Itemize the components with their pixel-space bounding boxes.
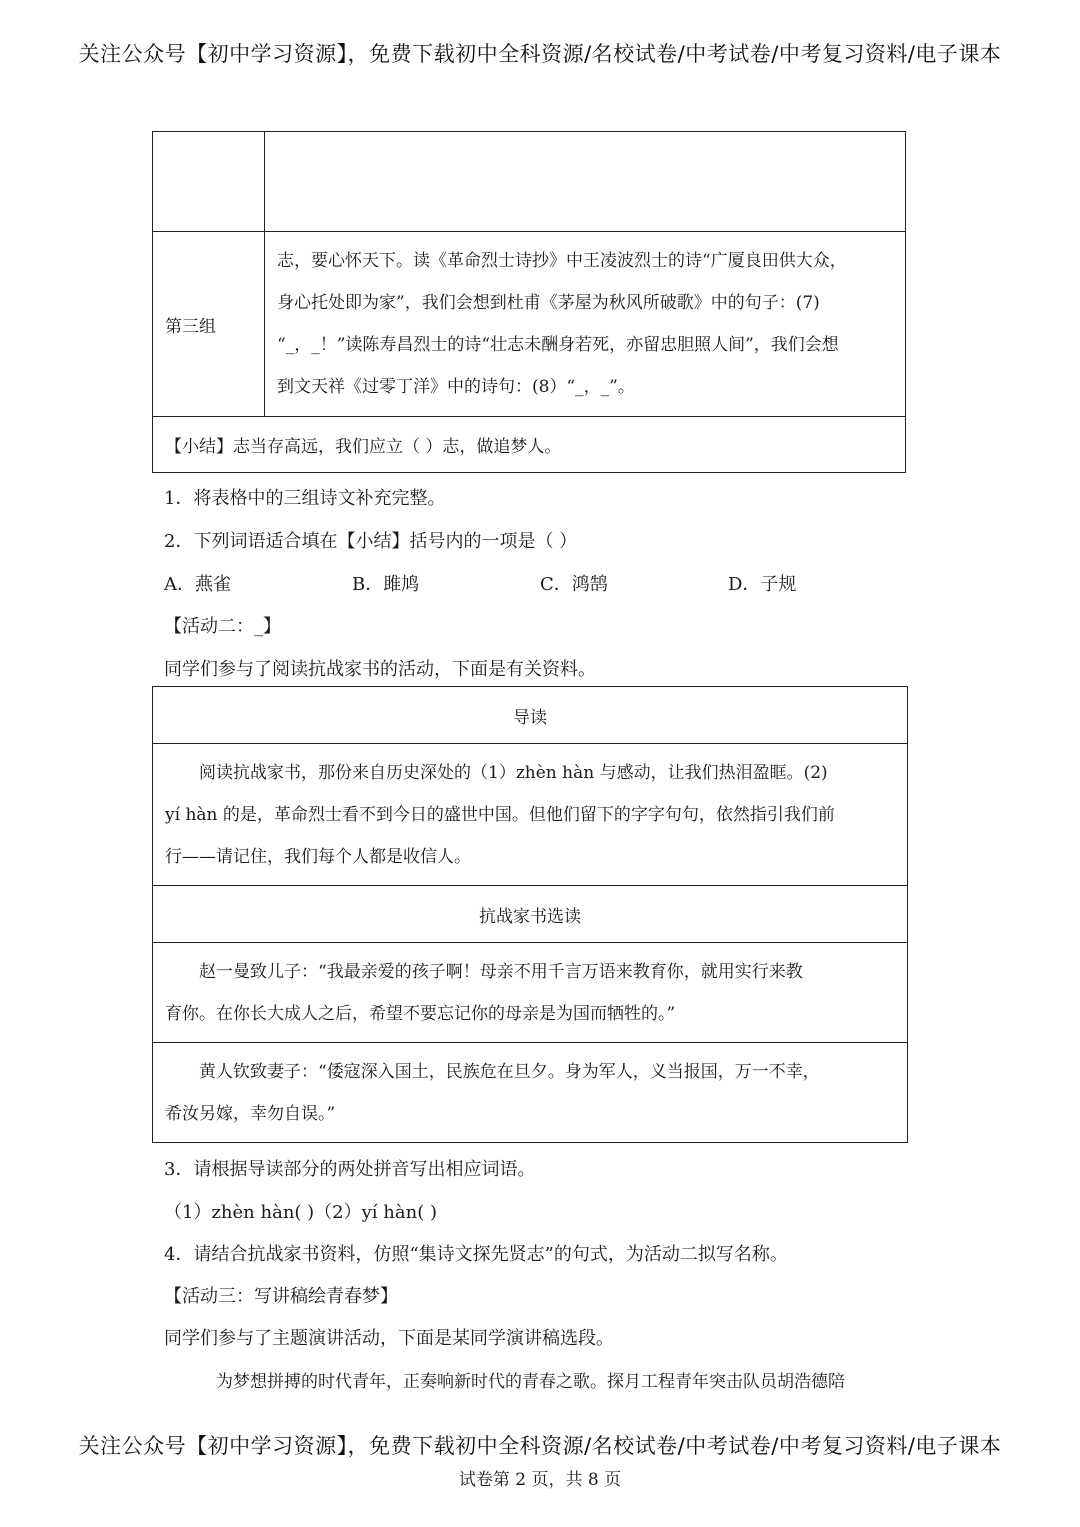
text-line: 志，要心怀天下。读《革命烈士诗抄》中王凌波烈士的诗“广厦良田供大众， [277, 251, 847, 271]
activity-two-heading: 【活动二：_】 [164, 616, 281, 637]
table-cell-empty-left [153, 132, 265, 232]
bottom-banner: 关注公众号【初中学习资源】，免费下载初中全科资源/名校试卷/中考试卷/中考复习资料/电子课本 [78, 1434, 1002, 1458]
table-cell-empty-right [265, 132, 906, 232]
text-line: 育你。在你长大成人之后，希望不要忘记你的母亲是为国而牺牲的。” [165, 1003, 676, 1024]
poem-table [152, 131, 906, 473]
letter-zhao-yiman [153, 943, 908, 1043]
letters-header: 抗战家书选读 [153, 886, 908, 943]
guide-header: 导读 [153, 687, 908, 744]
text-line: 身心托处即为家”，我们会想到杜甫《茅屋为秋风所破歌》中的句子：(7) [277, 293, 820, 313]
question-3: 3．请根据导读部分的两处拼音写出相应词语。 [164, 1159, 536, 1180]
group-label: 第三组 [153, 232, 265, 417]
guide-content [153, 744, 908, 886]
text-line: 到文天祥《过零丁洋》中的诗句：(8）“_，_”。 [277, 377, 635, 397]
page-number: 试卷第 2 页，共 8 页 [458, 1470, 622, 1490]
activity-three-intro: 同学们参与了主题演讲活动，下面是某同学演讲稿选段。 [164, 1328, 614, 1349]
option-c: C．鸿鹄 [540, 574, 608, 595]
text-line: 黄人钦致妻子：“倭寇深入国土，民族危在旦夕。身为军人，义当报国，万一不幸， [199, 1061, 820, 1082]
option-d: D．子规 [728, 574, 797, 595]
text-line: 希汝另嫁，幸勿自误。” [165, 1103, 336, 1124]
question-4: 4．请结合抗战家书资料，仿照“集诗文探先贤志”的句式，为活动二拟写名称。 [164, 1244, 788, 1265]
summary-cell: 【小结】志当存高远，我们应立（ ）志，做追梦人。 [153, 417, 906, 473]
top-banner: 关注公众号【初中学习资源】，免费下载初中全科资源/名校试卷/中考试卷/中考复习资料/电子课本 [78, 42, 1002, 66]
text-line: 赵一曼致儿子：“我最亲爱的孩子啊！母亲不用千言万语来教育你，就用实行来教 [199, 961, 803, 982]
activity-three-heading: 【活动三：写讲稿绘青春梦】 [164, 1286, 398, 1307]
text-line: yí hàn 的是，革命烈士看不到今日的盛世中国。但他们留下的字字句句，依然指引我们前 [165, 804, 835, 825]
group-three-content [265, 232, 906, 417]
question-1: 1．将表格中的三组诗文补充完整。 [164, 488, 446, 509]
text-line: “_，_！”读陈寿昌烈士的诗“壮志未酬身若死，亦留忠胆照人间”，我们会想 [277, 335, 839, 355]
text-line: 阅读抗战家书，那份来自历史深处的（1）zhèn hàn 与感动，让我们热泪盈眶。(2) [199, 762, 828, 783]
speech-excerpt: 为梦想拼搏的时代青年，正奏响新时代的青春之歌。探月工程青年突击队员胡浩德陪 [216, 1372, 845, 1392]
option-a: A．燕雀 [164, 574, 231, 595]
letter-huang-renqin [153, 1043, 908, 1143]
question-2: 2．下列词语适合填在【小结】括号内的一项是（ ） [164, 531, 578, 552]
activity-two-intro: 同学们参与了阅读抗战家书的活动，下面是有关资料。 [164, 659, 596, 680]
letters-table [152, 686, 908, 1143]
text-line: 行——请记住，我们每个人都是收信人。 [165, 846, 471, 867]
question-3-blanks: （1）zhèn hàn( )（2）yí hàn( ) [164, 1202, 437, 1223]
option-b: B．雎鸠 [352, 574, 420, 595]
